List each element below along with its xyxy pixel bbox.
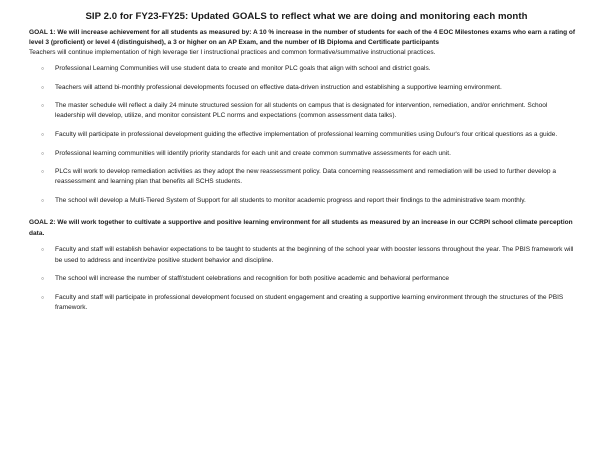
list-item: ○ Faculty and staff will participate in professional development focused on student engagement and creating a supportive learning environment through the structures of the PBIS framework. — [41, 293, 564, 311]
bullet-icon: ○ — [41, 66, 45, 72]
list-item: ○ Faculty and staff will establish behavior expectations to be taught to students at the beginning of the school year with booster lessons throughout the year. The PBIS framework will be used to address and incentivize positive student behavior and discipline. — [41, 246, 574, 264]
goal-1-heading: GOAL 1: We will increase achievement for all students as measured by: A 10 % increase in the number of students for each of the 4 EOC Milestones exams who earn a rating of level 3 (proficient) or level 4 (distinguished), a 3 or higher on an AP Exam, and the number of IB Diploma and Certificate participants — [29, 29, 576, 46]
bullet-icon: ○ — [41, 294, 45, 301]
page-title: SIP 2.0 for FY23-FY25: Updated GOALS to reflect what we are doing and monitoring each month — [85, 11, 528, 22]
list-item: ○ The school will increase the number of staff/student celebrations and recognition for both positive academic and behavioral performance — [29, 274, 584, 284]
bullet-icon: ○ — [41, 276, 45, 283]
goal-2-list — [29, 245, 584, 313]
list-item: ○ Teachers will attend bi-monthly professional developments focused on effective data-driven instruction and establishing a supportive learning environment. — [29, 83, 584, 93]
bullet-icon: ○ — [41, 247, 45, 254]
list-item: ○ The school will develop a Multi-Tiered System of Support for all students to monitor academic progress and report their findings to the administrative team monthly. — [29, 196, 584, 206]
list-item: ○ PLCs will work to develop remediation activities as they adopt the new reassessment policy. Data concerning reassessment and remediation will be used to further develop a reassessment and learning plan that benefits all SCHS students. — [41, 168, 556, 186]
goal-2-section — [29, 218, 584, 313]
bullet-icon: ○ — [41, 131, 45, 138]
bullet-icon: ○ — [41, 197, 45, 204]
goal-1-list — [29, 64, 584, 206]
bullet-icon: ○ — [41, 103, 45, 110]
list-item: ○ The master schedule will reflect a daily 24 minute structured session for all students on campus that is designated for intervention, remediation, and/or enrichment. School leadership will develop, utilize, and monitor consistent PLC norms and expectations (common assessment data talks). — [41, 102, 548, 120]
goal-1-intro: Teachers will continue implementation of high leverage tier I instructional practices and common formative/summative instructional practices. — [29, 49, 436, 56]
list-item: ○ Faculty will participate in professional development guiding the effective implementation of professional learning communities using Dufour's four critical questions as a guide. — [29, 130, 584, 140]
list-item: ○ Professional Learning Communities will use student data to create and monitor PLC goals that align with school and district goals. — [29, 64, 584, 74]
list-item: ○ Professional learning communities will identify priority standards for each unit and create common summative assessments for each unit. — [29, 149, 584, 159]
goal-1-section — [29, 28, 584, 206]
bullet-icon: ○ — [41, 150, 45, 157]
goal-2-heading: GOAL 2: We will work together to cultivate a supportive and positive learning environment for all students as measured by an increase in our CCRPI school climate perception data. — [29, 219, 573, 237]
bullet-icon: ○ — [41, 169, 45, 176]
bullet-icon: ○ — [41, 84, 45, 91]
